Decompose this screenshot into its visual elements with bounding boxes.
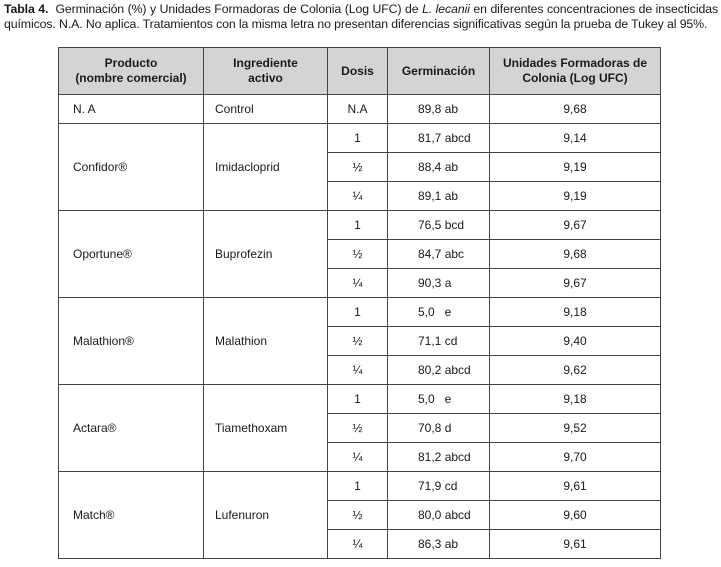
cell-producto: Malathion® [59,298,204,385]
table-row [59,124,661,153]
cell-germinacion: 81,7 abcd [388,124,490,153]
cell-germinacion: 76,5 bcd [388,211,490,240]
cell-dosis: ¼ [328,356,388,385]
cell-ufc: 9,14 [490,124,661,153]
header-producto: Producto (nombre comercial) [59,48,204,95]
cell-ingrediente: Control [204,95,328,124]
header-germinacion: Germinación [388,48,490,95]
cell-dosis: 1 [328,385,388,414]
cell-ufc: 9,67 [490,269,661,298]
header-dosis: Dosis [328,48,388,95]
cell-ufc: 9,68 [490,95,661,124]
cell-producto: Match® [59,472,204,559]
cell-ufc: 9,67 [490,211,661,240]
cell-germinacion: 89,1 ab [388,182,490,211]
cell-dosis: ¼ [328,269,388,298]
cell-dosis: 1 [328,211,388,240]
cell-germinacion: 5,0 e [388,298,490,327]
table-row [59,472,661,501]
cell-producto: N. A [59,95,204,124]
cell-dosis: ½ [328,327,388,356]
cell-germinacion: 80,2 abcd [388,356,490,385]
cell-ufc: 9,40 [490,327,661,356]
caption-text-1: Germinación (%) y Unidades Formadoras de Colonia (Log UFC) de [55,2,419,16]
cell-ufc: 9,18 [490,298,661,327]
cell-dosis: 1 [328,298,388,327]
table-row [59,95,661,124]
caption-label: Tabla 4. [4,2,49,16]
table-header-row [59,48,661,95]
cell-ingrediente: Buprofezin [204,211,328,298]
cell-producto: Confidor® [59,124,204,211]
cell-ingrediente: Imidacloprid [204,124,328,211]
table-body [59,95,661,559]
table-caption [4,2,718,32]
cell-dosis: ½ [328,153,388,182]
cell-germinacion: 5,0 e [388,385,490,414]
cell-dosis: ½ [328,240,388,269]
cell-ufc: 9,18 [490,385,661,414]
cell-germinacion: 70,8 d [388,414,490,443]
cell-ufc: 9,19 [490,153,661,182]
cell-producto: Oportune® [59,211,204,298]
cell-dosis: ½ [328,414,388,443]
table-row [59,211,661,240]
table-row [59,298,661,327]
cell-dosis: N.A [328,95,388,124]
cell-germinacion: 88,4 ab [388,153,490,182]
cell-germinacion: 86,3 ab [388,530,490,559]
cell-ufc: 9,61 [490,530,661,559]
cell-ingrediente: Tiamethoxam [204,385,328,472]
cell-germinacion: 84,7 abc [388,240,490,269]
cell-dosis: ¼ [328,530,388,559]
cell-dosis: ¼ [328,443,388,472]
cell-ufc: 9,68 [490,240,661,269]
header-ufc: Unidades Formadoras de Colonia (Log UFC) [490,48,661,95]
cell-dosis: ½ [328,501,388,530]
cell-ufc: 9,19 [490,182,661,211]
cell-germinacion: 90,3 a [388,269,490,298]
cell-dosis: 1 [328,124,388,153]
cell-ufc: 9,52 [490,414,661,443]
cell-ufc: 9,61 [490,472,661,501]
cell-ufc: 9,70 [490,443,661,472]
results-table [58,47,661,559]
cell-ingrediente: Lufenuron [204,472,328,559]
cell-dosis: ¼ [328,182,388,211]
caption-text-2: en diferentes concentraciones de insecticidas químicos. N.A. No aplica. Tratamientos con la misma letra no presentan diferencias significativas según la prueba de Tukey al 95%. [4,2,718,31]
cell-producto: Actara® [59,385,204,472]
cell-germinacion: 71,1 cd [388,327,490,356]
table-row [59,385,661,414]
cell-ufc: 9,60 [490,501,661,530]
cell-dosis: 1 [328,472,388,501]
cell-germinacion: 81,2 abcd [388,443,490,472]
cell-germinacion: 80,0 abcd [388,501,490,530]
caption-species: L. lecanii [422,2,470,16]
cell-germinacion: 71,9 cd [388,472,490,501]
cell-ingrediente: Malathion [204,298,328,385]
cell-ufc: 9,62 [490,356,661,385]
cell-germinacion: 89,8 ab [388,95,490,124]
header-ingrediente: Ingrediente activo [204,48,328,95]
